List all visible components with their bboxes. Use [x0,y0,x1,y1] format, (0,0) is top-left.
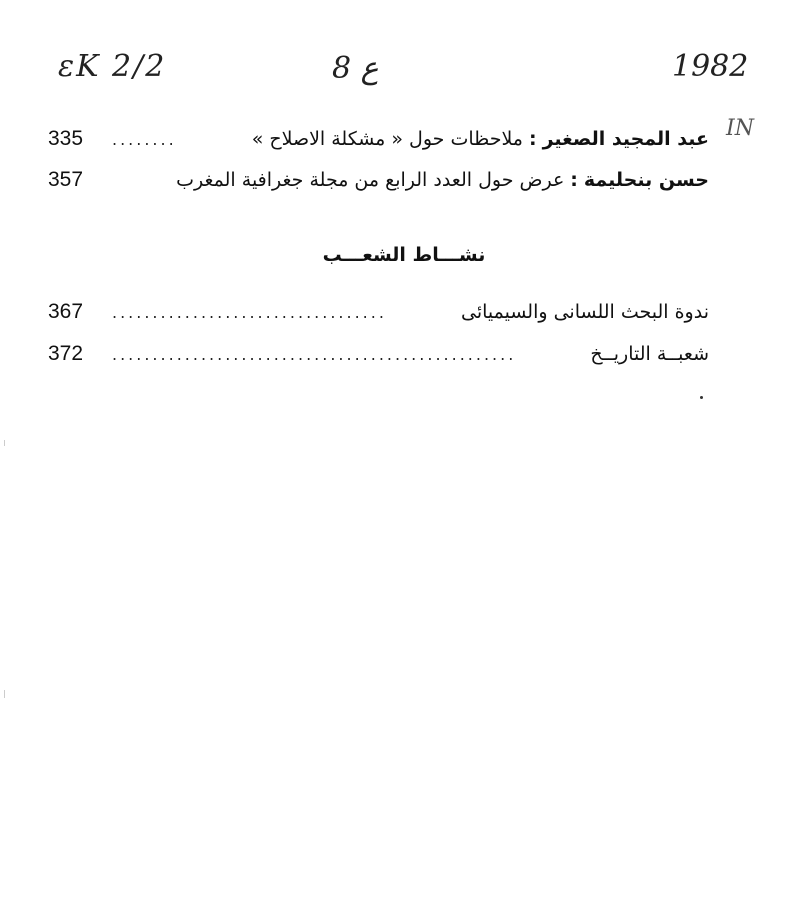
page-number: 367 [48,300,84,323]
entry-title: ملاحظات حول « مشكلة الاصلاح » [251,128,523,150]
toc-entry [48,165,709,195]
handwritten-middle: 8 ع [332,51,379,86]
entry-text [104,169,709,191]
handwritten-reference: ɛK 2/2 [58,49,167,84]
entry-text [104,128,709,150]
toc-entry [48,297,709,327]
scan-edge-speck [4,440,5,446]
scan-edge-speck [4,690,5,698]
entry-title: عرض حول العدد الرابع من مجلة جغرافية المغرب [176,169,565,191]
stray-dot [700,396,703,399]
dot-leader: ........ [112,129,177,149]
dot-leader: .................................. [112,302,387,322]
entry-title: شعبــة التاريــخ [590,343,709,365]
page-number: 357 [48,168,84,191]
page-number: 372 [48,342,84,365]
page-number: 335 [48,127,84,150]
toc-entry [48,339,709,369]
entry-author: عبد المجيد الصغير [542,128,709,150]
handwritten-year: 1982 [672,49,749,84]
toc-entry [48,124,709,154]
section-heading: نشـــاط الشعـــب [322,244,486,266]
entry-author: حسن بنحليمة [583,169,709,191]
entry-text [104,301,709,323]
entry-separator: : [570,169,578,191]
entry-text [104,343,709,365]
entry-separator: : [528,128,537,150]
dot-leader: .................................................. [112,344,517,364]
entry-title: ندوة البحث اللسانى والسيميائى [460,301,709,323]
handwritten-margin-mark: IN [726,116,754,141]
